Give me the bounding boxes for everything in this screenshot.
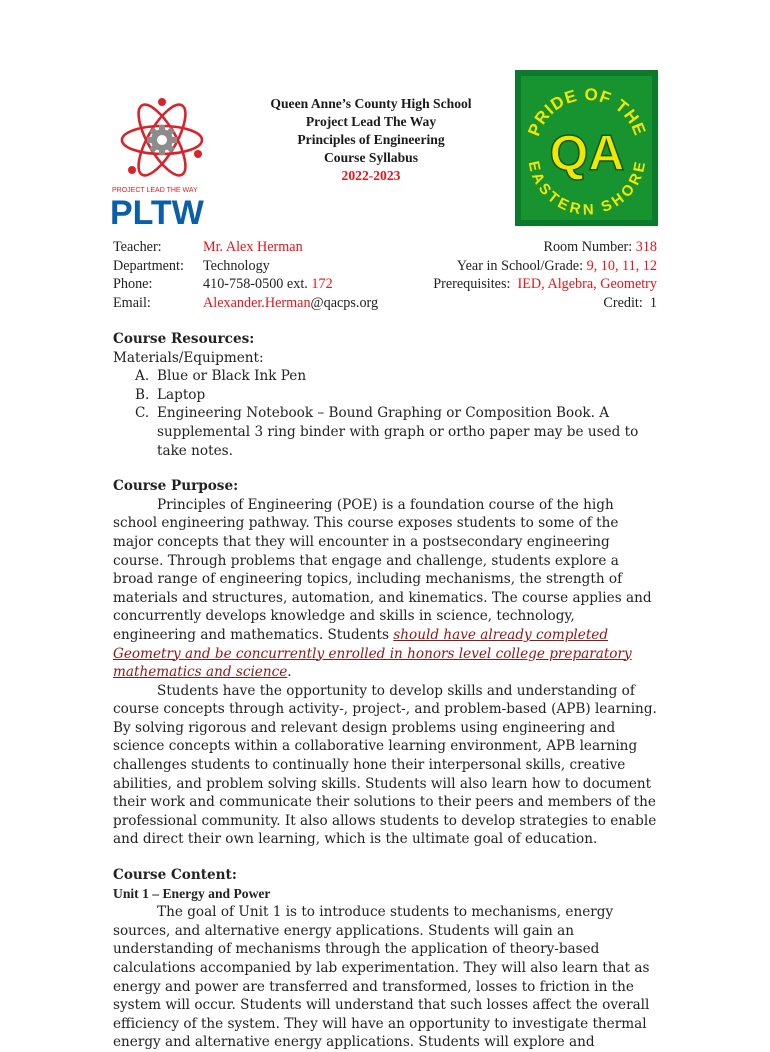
purpose-paragraph-1 [113, 496, 661, 682]
grade-label: Year in School/Grade: [456, 257, 584, 274]
program-name: Project Lead The Way [305, 114, 437, 129]
phone-row [113, 275, 378, 294]
materials-list [113, 367, 661, 460]
pltw-logo [110, 92, 230, 228]
school-name: Queen Anne’s County High School [270, 96, 472, 111]
room-value: 318 [635, 239, 657, 255]
purpose-end: . [287, 664, 292, 681]
email-domain[interactable]: @qacps.org [310, 294, 379, 311]
department-value: Technology [203, 257, 270, 274]
teacher-info [113, 238, 378, 312]
email-row [113, 294, 378, 313]
purpose-text: Principles of Engineering (POE) is a foundation course of the high school engineering pathway. This course exposes students to some of the major concepts that they will encounter in a postsecondary engineering course. Through problems that engage and challenge, students explore a broad range of engineering topics, including mechanisms, the strength of materials and structures, automation, and kinematics. The course applies and concurrently develops knowledge and skills in science, technology, engineering and mathematics. Students [113, 496, 652, 643]
qa-logo-bottom-text: EASTERN SHORE [524, 159, 650, 219]
credit-label: Credit: [603, 294, 643, 311]
unit-1-title: Unit 1 – Energy and Power [113, 885, 271, 901]
qa-logo-letters: QA [549, 125, 625, 181]
grade-value: 9, 10, 11, 12 [586, 257, 657, 274]
pltw-caption: PROJECT LEAD THE WAY [112, 187, 198, 194]
list-item-text: Engineering Notebook – Bound Graphing or Composition Book. A supplemental 3 ring binder with graph or ortho paper may be used to take notes. [157, 405, 639, 459]
pltw-wordmark: PLTW [110, 194, 204, 228]
materials-subheading: Materials/Equipment: [113, 349, 264, 366]
course-info [433, 238, 657, 312]
qa-logo-top-text: PRIDE OF THE [524, 84, 650, 139]
list-item: B. Laptop [135, 386, 206, 403]
prereq-row [433, 275, 657, 294]
list-item: A. Blue or Black Ink Pen [135, 368, 307, 385]
atom-gear-icon [110, 92, 230, 228]
teacher-name: Mr. Alex Herman [203, 239, 303, 255]
grade-row [433, 257, 657, 276]
document-header [240, 95, 502, 185]
credit-row [433, 294, 657, 313]
phone-value: 410-758-0500 ext. [203, 276, 308, 292]
content-heading: Course Content: [113, 867, 237, 884]
unit-1-description: The goal of Unit 1 is to introduce students to mechanisms, energy sources, and alternative energy applications. Students will gain an understanding of mechanisms through the application of theory-based calculations accompanied by lab experimentation. They will also learn that as energy and power are transferred and transformed, losses to friction in the system will occur. Students will understand that such losses affect the overall efficiency of the system. They will have an opportunity to investigate thermal energy and alternative energy applications. Students will explore and [113, 904, 650, 1051]
syllabus-body [113, 330, 661, 1052]
qa-pride-logo [515, 70, 658, 226]
prereq-value: IED, Algebra, Geometry [517, 276, 657, 292]
purpose-paragraph-2: Students have the opportunity to develop skills and understanding of course concepts through activity-, project-, and problem-based (APB) learning. By solving rigorous and relevant design problems using engineering and science concepts within a collaborative learning environment, APB learning challenges students to continually hone their interpersonal skills, creative abilities, and problem solving skills. Students will also learn how to document their work and communicate their solutions to their peers and members of the professional community. It also allows students to develop strategies to enable and direct their own learning, which is the ultimate goal of education. [113, 682, 657, 848]
teacher-row [113, 238, 378, 257]
school-year: 2022-2023 [341, 168, 401, 183]
list-item-text: Laptop [157, 386, 206, 403]
teacher-label: Teacher: [113, 239, 162, 255]
department-label: Department: [113, 257, 184, 274]
resources-heading: Course Resources: [113, 331, 255, 347]
prerequisite-emphasis: should have already completed Geometry and be concurrently enrolled in honors level college preparatory mathematics and science [113, 626, 632, 681]
credit-value: 1 [649, 294, 657, 311]
course-name: Principles of Engineering [297, 132, 445, 147]
email-name[interactable]: Alexander.Herman [203, 294, 311, 311]
room-row [433, 238, 657, 257]
room-label: Room Number: [543, 239, 633, 255]
phone-label: Phone: [113, 276, 153, 292]
list-item: C. Engineering Notebook – Bound Graphing or Composition Book. A supplemental 3 ring binder with graph or ortho paper may be used to take notes. [135, 405, 639, 459]
qa-badge-icon [515, 70, 658, 226]
phone-extension: 172 [311, 276, 333, 292]
document-type: Course Syllabus [323, 150, 419, 165]
email-label: Email: [113, 294, 151, 311]
department-row [113, 257, 378, 276]
prereq-label: Prerequisites: [433, 276, 511, 292]
list-item-text: Blue or Black Ink Pen [157, 368, 307, 385]
purpose-heading: Course Purpose: [113, 478, 239, 495]
